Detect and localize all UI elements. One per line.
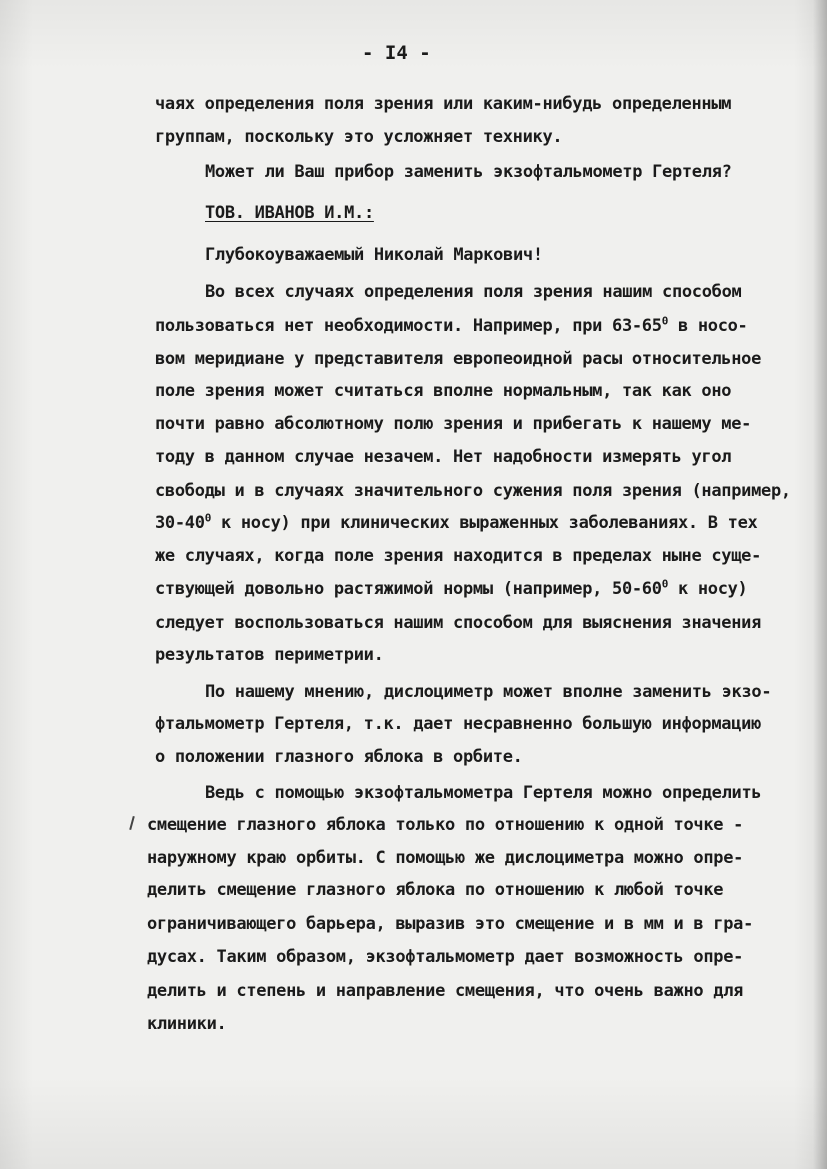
text-segment: 30-40 [155, 513, 205, 533]
text-segment: к носу) при клинических выраженных заболеваниях. В тех [211, 513, 758, 533]
text-line: наружному краю орбиты. С помощью же дислоциметра можно опре- [147, 848, 744, 868]
text-segment: пользоваться нет необходимости. Например, при 63-65 [155, 316, 662, 336]
text-line: клиники. [147, 1014, 227, 1034]
text-line: делить смещение глазного яблока по отношению к любой точке [147, 880, 724, 900]
text-line: ограничивающего барьера, выразив это смещение и в мм и в гра- [147, 914, 754, 934]
text-line: почти равно абсолютному полю зрения и прибегать к нашему ме- [155, 414, 752, 434]
text-line [155, 513, 757, 533]
salutation: Глубокоуважаемый Николай Маркович! [205, 245, 543, 265]
text-line: результатов периметрии. [155, 645, 384, 665]
text-line: группам, поскольку это усложняет технику. [155, 127, 563, 147]
page-number: - I4 - [362, 42, 431, 64]
text-line: Во всех случаях определения поля зрения нашим способом [205, 282, 742, 302]
text-line: вом меридиане у представителя европеоидной расы относительное [155, 349, 762, 369]
text-line: следует воспользоваться нашим способом для выяснения значения [155, 613, 762, 633]
text-line: смещение глазного яблока только по отношению к одной точке - [147, 815, 744, 835]
text-line: Ведь с помощью экзофтальмометра Гертеля можно определить [205, 783, 762, 803]
text-segment: к носу) [668, 579, 748, 599]
speaker-heading: ТОВ. ИВАНОВ И.М.: [205, 203, 374, 223]
text-segment: в носо- [668, 316, 748, 336]
text-segment: ствующей довольно растяжимой нормы (например, 50-60 [155, 579, 662, 599]
text-line: Может ли Ваш прибор заменить экзофтальмометр Гертеля? [205, 162, 732, 182]
scan-edge-shadow [813, 0, 827, 1169]
text-line: дусах. Таким образом, экзофтальмометр дает возможность опре- [147, 947, 744, 967]
degree-mark: 0 [661, 577, 669, 591]
degree-mark: 0 [661, 314, 669, 328]
text-line: свободы и в случаях значительного сужения поля зрения (например, [155, 481, 791, 501]
text-line: же случаях, когда поле зрения находится в пределах ныне суще- [155, 546, 762, 566]
text-line: о положении глазного яблока в орбите. [155, 747, 523, 767]
text-line: фтальмометр Гертеля, т.к. дает несравненно большую информацию [155, 714, 762, 734]
text-line [155, 316, 748, 336]
text-line: чаях определения поля зрения или каким-нибудь определенным [155, 94, 732, 114]
text-line: поле зрения может считаться вполне нормальным, так как оно [155, 381, 732, 401]
text-line: тоду в данном случае незачем. Нет надобности измерять угол [155, 447, 732, 467]
text-line: делить и степень и направление смещения, что очень важно для [147, 981, 744, 1001]
text-line [155, 579, 748, 599]
degree-mark: 0 [204, 511, 212, 525]
text-line: По нашему мнению, дислоциметр может вполне заменить экзо- [205, 682, 772, 702]
